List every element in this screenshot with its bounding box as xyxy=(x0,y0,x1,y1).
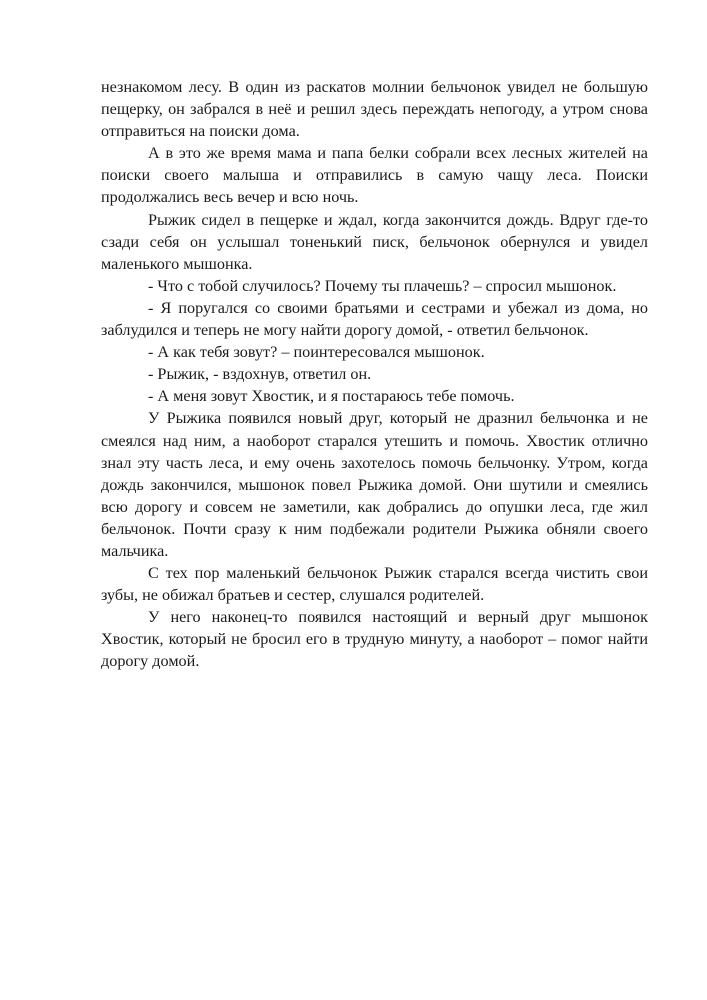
dialogue-line-5: - А меня зовут Хвостик, и я постараюсь тебе помочь. xyxy=(148,387,515,406)
paragraph-1: незнакомом лесу. В один из раскатов молнии бельчонок увидел не большую пещерку, он забрался в неё и решил здесь переждать непогоду, а утром снова отправиться на поиски дома. xyxy=(101,78,648,141)
dialogue-line-3: - А как тебя зовут? – поинтересовался мышонок. xyxy=(148,343,485,362)
paragraph-3: Рыжик сидел в пещерке и ждал, когда закончится дождь. Вдруг где-то сзади себя он услышал тоненький писк, бельчонок обернулся и увидел маленького мышонка. xyxy=(101,210,648,273)
dialogue-line-1: - Что с тобой случилось? Почему ты плачешь? – спросил мышонок. xyxy=(148,276,617,295)
paragraph-6: У него наконец-то появился настоящий и верный друг мышонок Хвостик, который не бросил его в трудную минуту, а наоборот – помог найти дорогу домой. xyxy=(101,608,648,671)
dialogue-line-4: - Рыжик, - вздохнув, ответил он. xyxy=(148,365,372,384)
paragraph-4: У Рыжика появился новый друг, который не дразнил бельчонка и не смеялся над ним, а наоборот старался утешить и помочь. Хвостик отлично знал эту часть леса, и ему очень захотелось помочь бельчонку. Утром, когда дождь закончился, мышонок повел Рыжика домой. Они шутили и смеялись всю дорогу и совсем не заметили, как добрались до опушки леса, где жил бельчонок. Почти сразу к ним подбежали родители Рыжика обняли своего мальчика. xyxy=(101,409,648,560)
dialogue-line-2: - Я поругался со своими братьями и сестрами и убежал из дома, но заблудился и теперь не могу найти дорогу домой, - ответил бельчонок. xyxy=(101,298,648,340)
paragraph-5: С тех пор маленький бельчонок Рыжик старался всегда чистить свои зубы, не обижал братьев и сестер, слушался родителей. xyxy=(101,564,648,605)
paragraph-2: А в это же время мама и папа белки собрали всех лесных жителей на поиски своего малыша и отправились в самую чащу леса. Поиски продолжались весь вечер и всю ночь. xyxy=(101,144,648,207)
document-page xyxy=(101,76,648,673)
